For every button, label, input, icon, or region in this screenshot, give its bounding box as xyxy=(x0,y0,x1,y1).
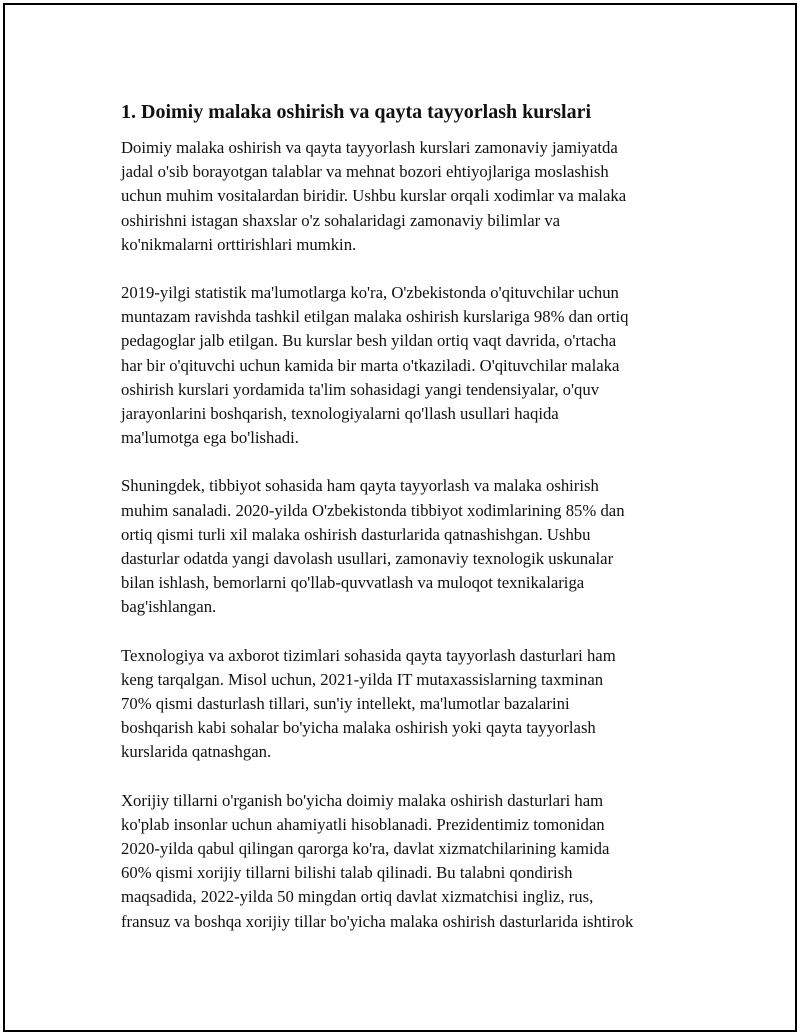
document-body xyxy=(121,99,696,958)
text-line: 2019-yilgi statistik ma'lumotlarga ko'ra, O'zbekistonda o'qituvchilar uchun xyxy=(121,283,619,303)
text-line: bilan ishlash, bemorlarni qo'llab-quvvatlash va muloqot texnikalariga xyxy=(121,573,585,593)
text-line: ko'nikmalarni orttirishlari mumkin. xyxy=(121,234,357,254)
text-line: 70% qismi dasturlash tillari, sun'iy intellekt, ma'lumotlar bazalarini xyxy=(121,694,570,714)
text-line: Texnologiya va axborot tizimlari sohasida qayta tayyorlash dasturlari ham xyxy=(121,645,616,665)
paragraph-technology xyxy=(121,644,696,765)
text-line: boshqarish kabi sohalar bo'yicha malaka oshirish yoki qayta tayyorlash xyxy=(121,718,596,738)
paragraph-intro xyxy=(121,136,696,257)
paragraph-teachers xyxy=(121,281,696,450)
text-line: ma'lumotga ega bo'lishadi. xyxy=(121,428,299,448)
text-line: Shuningdek, tibbiyot sohasida ham qayta tayyorlash va malaka oshirish xyxy=(121,476,599,496)
page-frame xyxy=(3,3,797,1032)
text-line: oshirish kurslari yordamida ta'lim sohasidagi yangi tendensiyalar, o'quv xyxy=(121,379,600,399)
text-line: dasturlar odatda yangi davolash usullari, zamonaviy texnologik uskunalar xyxy=(121,549,614,569)
section-heading: 1. Doimiy malaka oshirish va qayta tayyorlash kurslari xyxy=(121,101,592,123)
text-line: bag'ishlangan. xyxy=(121,597,217,617)
text-line: muhim sanaladi. 2020-yilda O'zbekistonda tibbiyot xodimlarining 85% dan xyxy=(121,500,625,520)
text-line: 60% qismi xorijiy tillarni bilishi talab qilinadi. Bu talabni qondirish xyxy=(121,863,573,883)
text-line: 2020-yilda qabul qilingan qarorga ko'ra, davlat xizmatchilarining kamida xyxy=(121,839,610,859)
text-line: oshirishni istagan shaxslar o'z sohalaridagi zamonaviy bilimlar va xyxy=(121,210,561,230)
text-line: keng tarqalgan. Misol uchun, 2021-yilda IT mutaxassislarning taxminan xyxy=(121,669,604,689)
text-line: Xorijiy tillarni o'rganish bo'yicha doimiy malaka oshirish dasturlari ham xyxy=(121,790,604,810)
text-line: jarayonlarini boshqarish, texnologiyalarni qo'llash usullari haqida xyxy=(121,404,559,424)
text-line: fransuz va boshqa xorijiy tillar bo'yicha malaka oshirish dasturlarida ishtirok xyxy=(121,911,634,931)
text-line: pedagoglar jalb etilgan. Bu kurslar besh yildan ortiq vaqt davrida, o'rtacha xyxy=(121,331,617,351)
text-line: kurslarida qatnashgan. xyxy=(121,742,272,762)
text-line: uchun muhim vositalardan biridir. Ushbu kurslar orqali xodimlar va malaka xyxy=(121,186,627,206)
text-line: jadal o'sib borayotgan talablar va mehnat bozori ehtiyojlariga moslashish xyxy=(121,162,609,182)
paragraph-languages xyxy=(121,789,696,934)
text-line: ortiq qismi turli xil malaka oshirish dasturlarida qatnashishgan. Ushbu xyxy=(121,524,591,544)
text-line: muntazam ravishda tashkil etilgan malaka oshirish kurslariga 98% dan ortiq xyxy=(121,307,629,327)
paragraph-medicine xyxy=(121,474,696,619)
text-line: har bir o'qituvchi uchun kamida bir marta o'tkaziladi. O'qituvchilar malaka xyxy=(121,355,620,375)
text-line: ko'plab insonlar uchun ahamiyatli hisoblanadi. Prezidentimiz tomonidan xyxy=(121,814,605,834)
text-line: Doimiy malaka oshirish va qayta tayyorlash kurslari zamonaviy jamiyatda xyxy=(121,138,618,157)
text-line: maqsadida, 2022-yilda 50 mingdan ortiq davlat xizmatchisi ingliz, rus, xyxy=(121,887,594,907)
